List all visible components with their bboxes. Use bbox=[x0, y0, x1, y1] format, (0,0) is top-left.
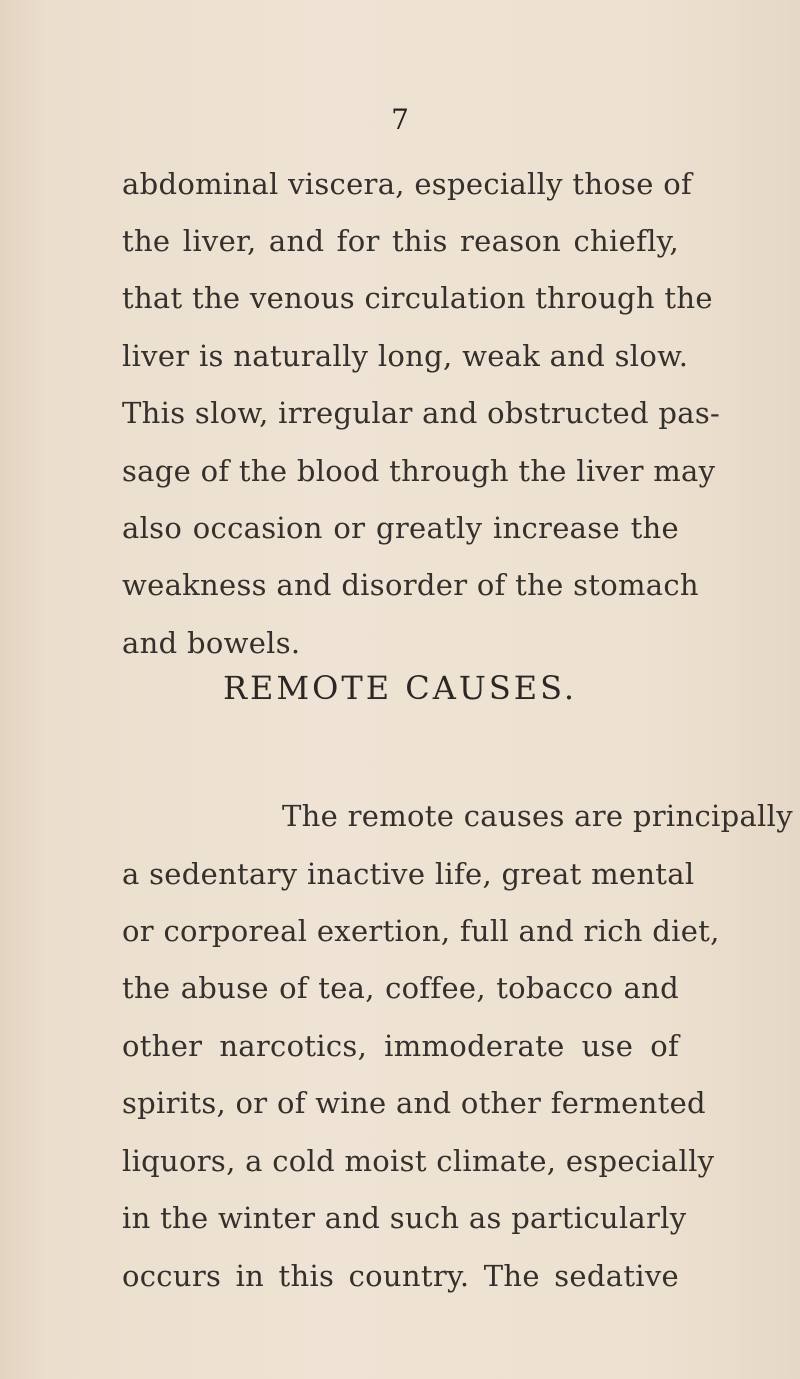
text-line: The remote causes are principally bbox=[282, 799, 793, 833]
text-line: weakness and disorder of the stomach bbox=[122, 568, 699, 602]
text-line: in the winter and such as particularly bbox=[122, 1201, 687, 1235]
section-heading: REMOTE CAUSES. bbox=[222, 669, 578, 707]
text-line: a sedentary inactive life, great mental bbox=[122, 857, 695, 891]
text-line: and bowels. bbox=[122, 626, 301, 660]
text-line: liver is naturally long, weak and slow. bbox=[122, 339, 689, 373]
text-line: other narcotics, immoderate use of bbox=[122, 1029, 679, 1063]
text-line: occurs in this country. The sedative bbox=[122, 1259, 679, 1293]
text-line: that the venous circulation through the bbox=[122, 281, 713, 315]
text-line: also occasion or greatly increase the bbox=[122, 511, 679, 545]
text-line: liquors, a cold moist climate, especially bbox=[122, 1144, 715, 1178]
text-line: or corporeal exertion, full and rich diet, bbox=[122, 914, 720, 948]
text-line: abdominal viscera, especially those of bbox=[122, 167, 693, 201]
text-line: spirits, or of wine and other fermented bbox=[122, 1086, 706, 1120]
text-line: sage of the blood through the liver may bbox=[122, 454, 716, 488]
page-number: 7 bbox=[391, 103, 409, 136]
text-line: the liver, and for this reason chiefly, bbox=[122, 224, 679, 258]
text-line: This slow, irregular and obstructed pas- bbox=[122, 396, 721, 430]
text-line: the abuse of tea, coffee, tobacco and bbox=[122, 971, 679, 1005]
